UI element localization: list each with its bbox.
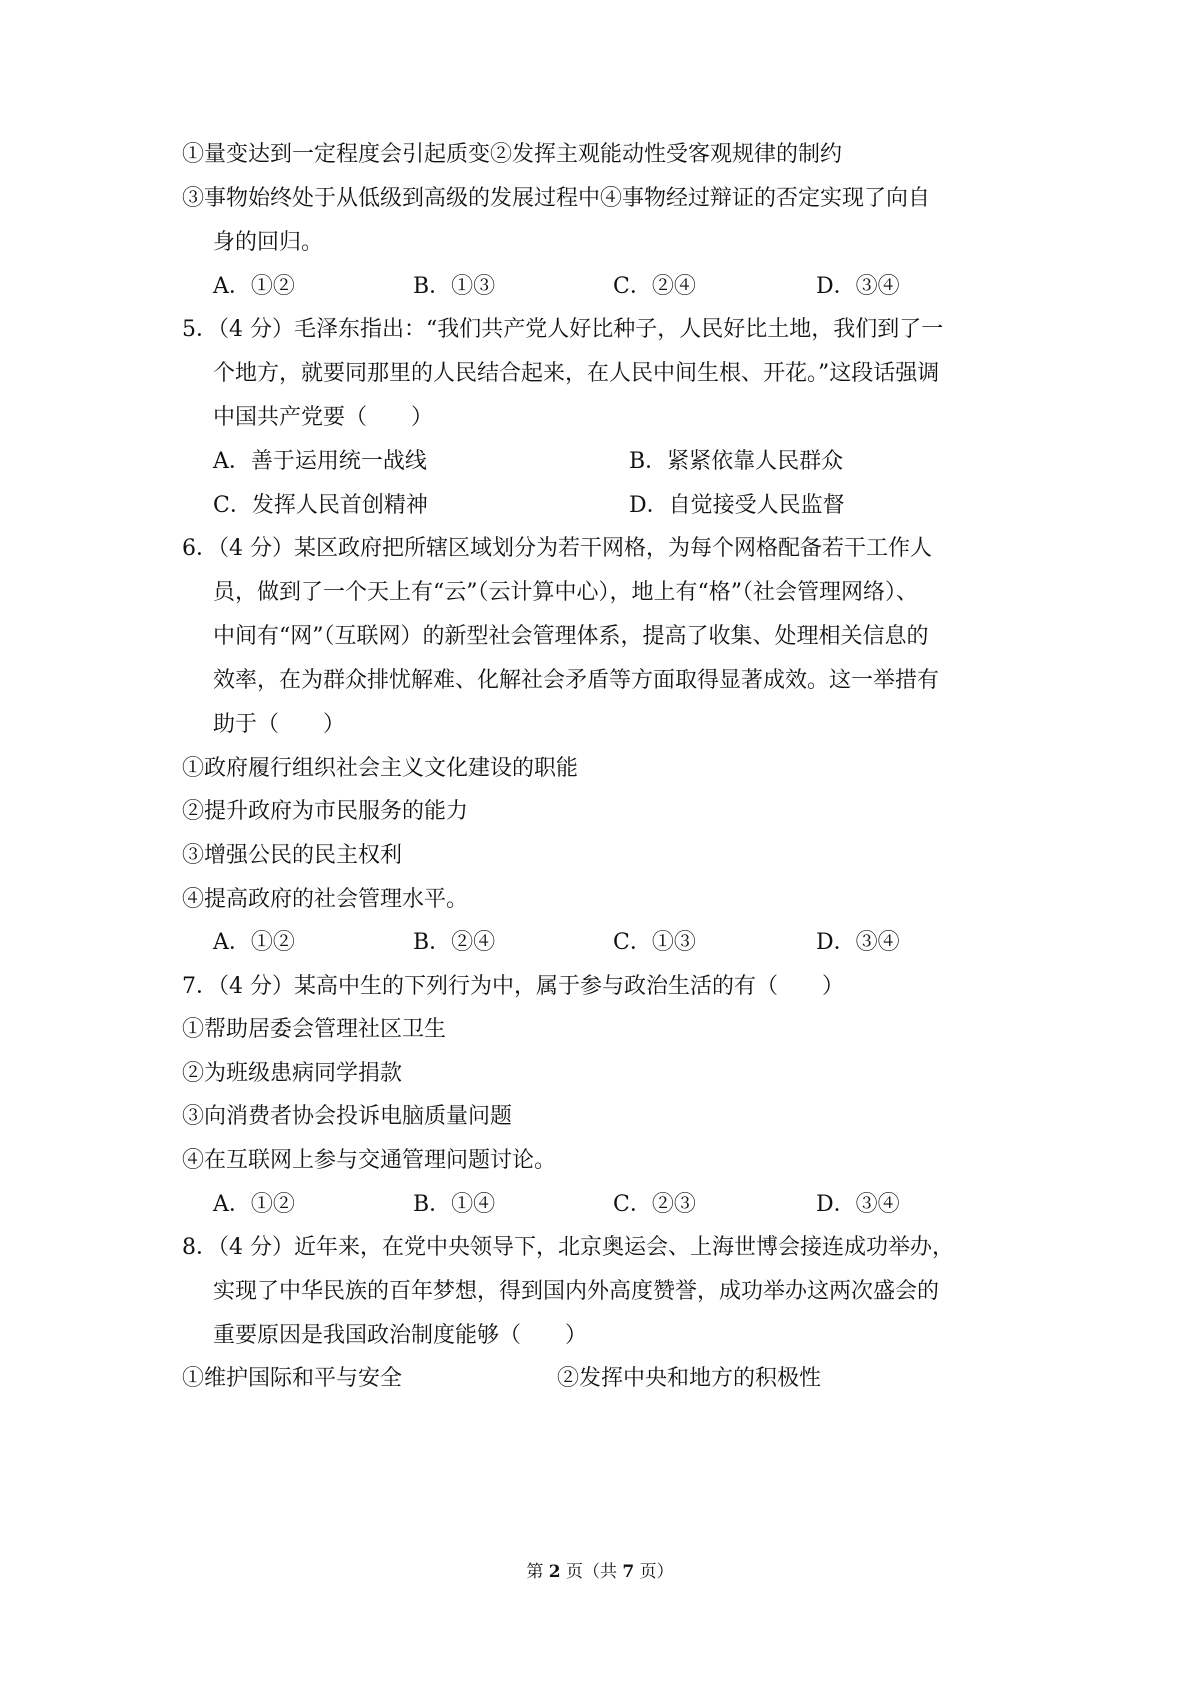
q6-statement-4: ④提高政府的社会管理水平。	[182, 887, 469, 912]
q6-stem-line-5: 助于（ ）	[213, 712, 346, 737]
q6-stem-line-4: 效率，在为群众排忧解难、化解社会矛盾等方面取得显著成效。这一举措有	[213, 668, 940, 693]
q6-option-a: A．①②	[213, 930, 295, 955]
q5-option-c: C．发挥人民首创精神	[213, 493, 428, 518]
q7-option-a: A．①②	[213, 1192, 295, 1217]
q4-statement-1-2: ①量变达到一定程度会引起质变②发挥主观能动性受客观规律的制约	[182, 142, 843, 167]
q8-stem-line-2: 实现了中华民族的百年梦想，得到国内外高度赞誉，成功举办这两次盛会的	[213, 1279, 940, 1304]
q6-stem-line-1: 6．（4 分）某区政府把所辖区域划分为若干网格，为每个网格配备若干工作人	[182, 536, 932, 561]
q5-stem-line-3: 中国共产党要（ ）	[213, 405, 434, 430]
q6-option-c: C．①③	[613, 930, 696, 955]
q6-stem-line-2: 员，做到了一个天上有“云”（云计算中心），地上有“格”（社会管理网络）、	[213, 580, 918, 605]
q8-statement-2: ②发挥中央和地方的积极性	[557, 1366, 822, 1391]
page-footer	[0, 1561, 1200, 1583]
q6-option-d: D．③④	[816, 930, 900, 955]
footer-page-number: 2	[548, 1562, 561, 1582]
q5-option-b: B．紧紧依靠人民群众	[629, 449, 844, 474]
q7-statement-2: ②为班级患病同学捐款	[182, 1061, 403, 1086]
q7-option-b: B．①④	[413, 1192, 496, 1217]
q6-option-b: B．②④	[413, 930, 496, 955]
footer-prefix: 第	[526, 1562, 549, 1582]
q6-stem-line-3: 中间有“网”（互联网）的新型社会管理体系，提高了收集、处理相关信息的	[213, 624, 929, 649]
q4-option-b: B．①③	[413, 274, 496, 299]
footer-middle: 页（共	[560, 1562, 623, 1582]
q4-option-a: A．①②	[213, 274, 295, 299]
q8-stem-line-3: 重要原因是我国政治制度能够（ ）	[213, 1323, 588, 1348]
q4-option-c: C．②④	[613, 274, 696, 299]
q5-stem-line-2: 个地方，就要同那里的人民结合起来，在人民中间生根、开花。”这段话强调	[213, 361, 940, 386]
q6-statement-1: ①政府履行组织社会主义文化建设的职能	[182, 756, 579, 781]
q4-option-d: D．③④	[816, 274, 900, 299]
q6-statement-2: ②提升政府为市民服务的能力	[182, 799, 469, 824]
q7-option-c: C．②③	[613, 1192, 696, 1217]
q8-statement-1: ①维护国际和平与安全	[182, 1366, 403, 1391]
q7-stem: 7．（4 分）某高中生的下列行为中，属于参与政治生活的有（ ）	[182, 974, 844, 999]
q7-statement-3: ③向消费者协会投诉电脑质量问题	[182, 1104, 513, 1129]
q4-statement-3-4: ③事物始终处于从低级到高级的发展过程中④事物经过辩证的否定实现了向自	[182, 186, 931, 211]
q7-statement-4: ④在互联网上参与交通管理问题讨论。	[182, 1148, 557, 1173]
q7-option-d: D．③④	[816, 1192, 900, 1217]
footer-total-pages: 7	[622, 1562, 635, 1582]
q5-option-d: D．自觉接受人民监督	[629, 493, 845, 518]
q5-option-a: A．善于运用统一战线	[213, 449, 427, 474]
q5-stem-line-1: 5．（4 分）毛泽东指出：“我们共产党人好比种子，人民好比土地，我们到了一	[182, 317, 944, 342]
footer-suffix: 页）	[634, 1562, 674, 1582]
q8-stem-line-1: 8．（4 分）近年来，在党中央领导下，北京奥运会、上海世博会接连成功举办，	[182, 1235, 954, 1260]
q7-statement-1: ①帮助居委会管理社区卫生	[182, 1017, 447, 1042]
q6-statement-3: ③增强公民的民主权利	[182, 843, 403, 868]
q4-statement-3-4-cont: 身的回归。	[213, 230, 324, 255]
